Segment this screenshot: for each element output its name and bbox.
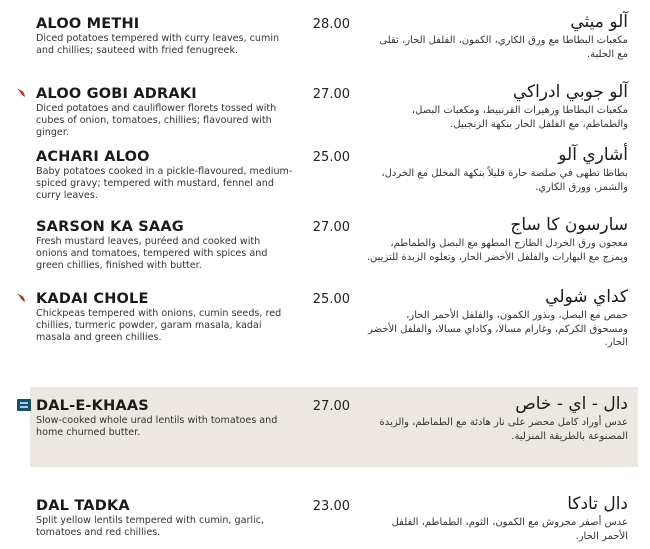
item-price: 25.00: [312, 150, 350, 165]
chili-icon: [18, 294, 26, 303]
item-description-arabic: عدس أصفر مجروش مع الكمون، الثوم، الطماطم، الفلفل الأحمر الحار.: [391, 517, 628, 542]
item-price: 27.00: [312, 399, 350, 414]
item-name-arabic: آلو جوبي ادراكي: [512, 82, 628, 102]
item-name-arabic: دال - اي - خاص: [515, 394, 628, 414]
signature-dish-icon: [17, 399, 31, 411]
item-description: Fresh mustard leaves, puréed and cooked with onions and tomatoes, tempered with spices and green chillies, finished with butter.: [36, 236, 268, 271]
chili-icon: [18, 89, 26, 98]
item-name-arabic: دال تادكا: [567, 494, 628, 514]
item-price: 25.00: [312, 292, 350, 307]
item-name: KADAI CHOLE: [36, 291, 149, 307]
item-price: 23.00: [312, 499, 350, 514]
item-description-arabic: مكعبات البطاطا وزهيرات القرنبيط، ومكعبات البصل، والطماطم، مع الفلفل الحار بنكهة الزنجبيل.: [411, 105, 628, 130]
item-description: Slow-cooked whole urad lentils with tomatoes and home churned butter.: [36, 415, 278, 438]
item-price: 27.00: [312, 220, 350, 235]
item-name: DAL-E-KHAAS: [36, 398, 149, 414]
item-name: SARSON KA SAAG: [36, 219, 184, 235]
item-name: ALOO METHI: [36, 16, 140, 32]
item-description-arabic: مكعبات البطاطا مع ورق الكاري، الكمون، الفلفل الحار، تقلى مع الحلبة.: [379, 35, 628, 60]
item-description: Split yellow lentils tempered with cumin, garlic, tomatoes and red chillies.: [36, 515, 265, 538]
item-description-arabic: عدس أوراد كامل محضر على نار هادئة مع الطماطم، والزبدة المصنوعة بالطريقة المنزلية.: [379, 417, 628, 442]
item-name: DAL TADKA: [36, 498, 130, 514]
item-price: 28.00: [312, 17, 350, 32]
item-description-arabic: بطاطا تطهى في صلصة حارة قليلاً بنكهة المخلل مع الخردل، والشمر، وورق الكاري.: [381, 168, 628, 193]
item-name: ALOO GOBI ADRAKI: [36, 86, 197, 102]
item-price: 27.00: [312, 87, 350, 102]
item-name-arabic: كداي شولي: [545, 287, 628, 307]
item-description: Diced potatoes tempered with curry leaves, cumin and chillies; sauteed with fried fenugreek.: [36, 33, 280, 56]
item-name-arabic: أشاري آلو: [558, 145, 628, 165]
item-description-arabic: حمص مع البصل، وبذور الكمون، والفلفل الأحمر الحار، ومسحوق الكركم، وغارام مسالا، وكاداي مسالا، والفلفل الأخضر الحار.: [368, 310, 628, 348]
item-name-arabic: سارسون كا ساج: [510, 215, 628, 235]
item-description: Chickpeas tempered with onions, cumin seeds, red chillies, turmeric powder, garam masala, kadai masala and green chillies.: [36, 308, 282, 343]
item-description-arabic: معجون ورق الخردل الطازج المطهو مع البصل والطماطم، ويمزج مع البهارات والفلفل الأخضر الحار، وتعلوه الزبدة للتزيين.: [366, 238, 628, 263]
item-description: Baby potatoes cooked in a pickle-flavoured, medium-spiced gravy; tempered with mustard, fennel and curry leaves.: [36, 166, 293, 201]
item-description: Diced potatoes and cauliflower florets tossed with cubes of onion, tomatoes, chillies; flavoured with ginger.: [36, 103, 277, 138]
item-name-arabic: آلو ميثي: [570, 12, 628, 32]
item-name: ACHARI ALOO: [36, 149, 150, 165]
